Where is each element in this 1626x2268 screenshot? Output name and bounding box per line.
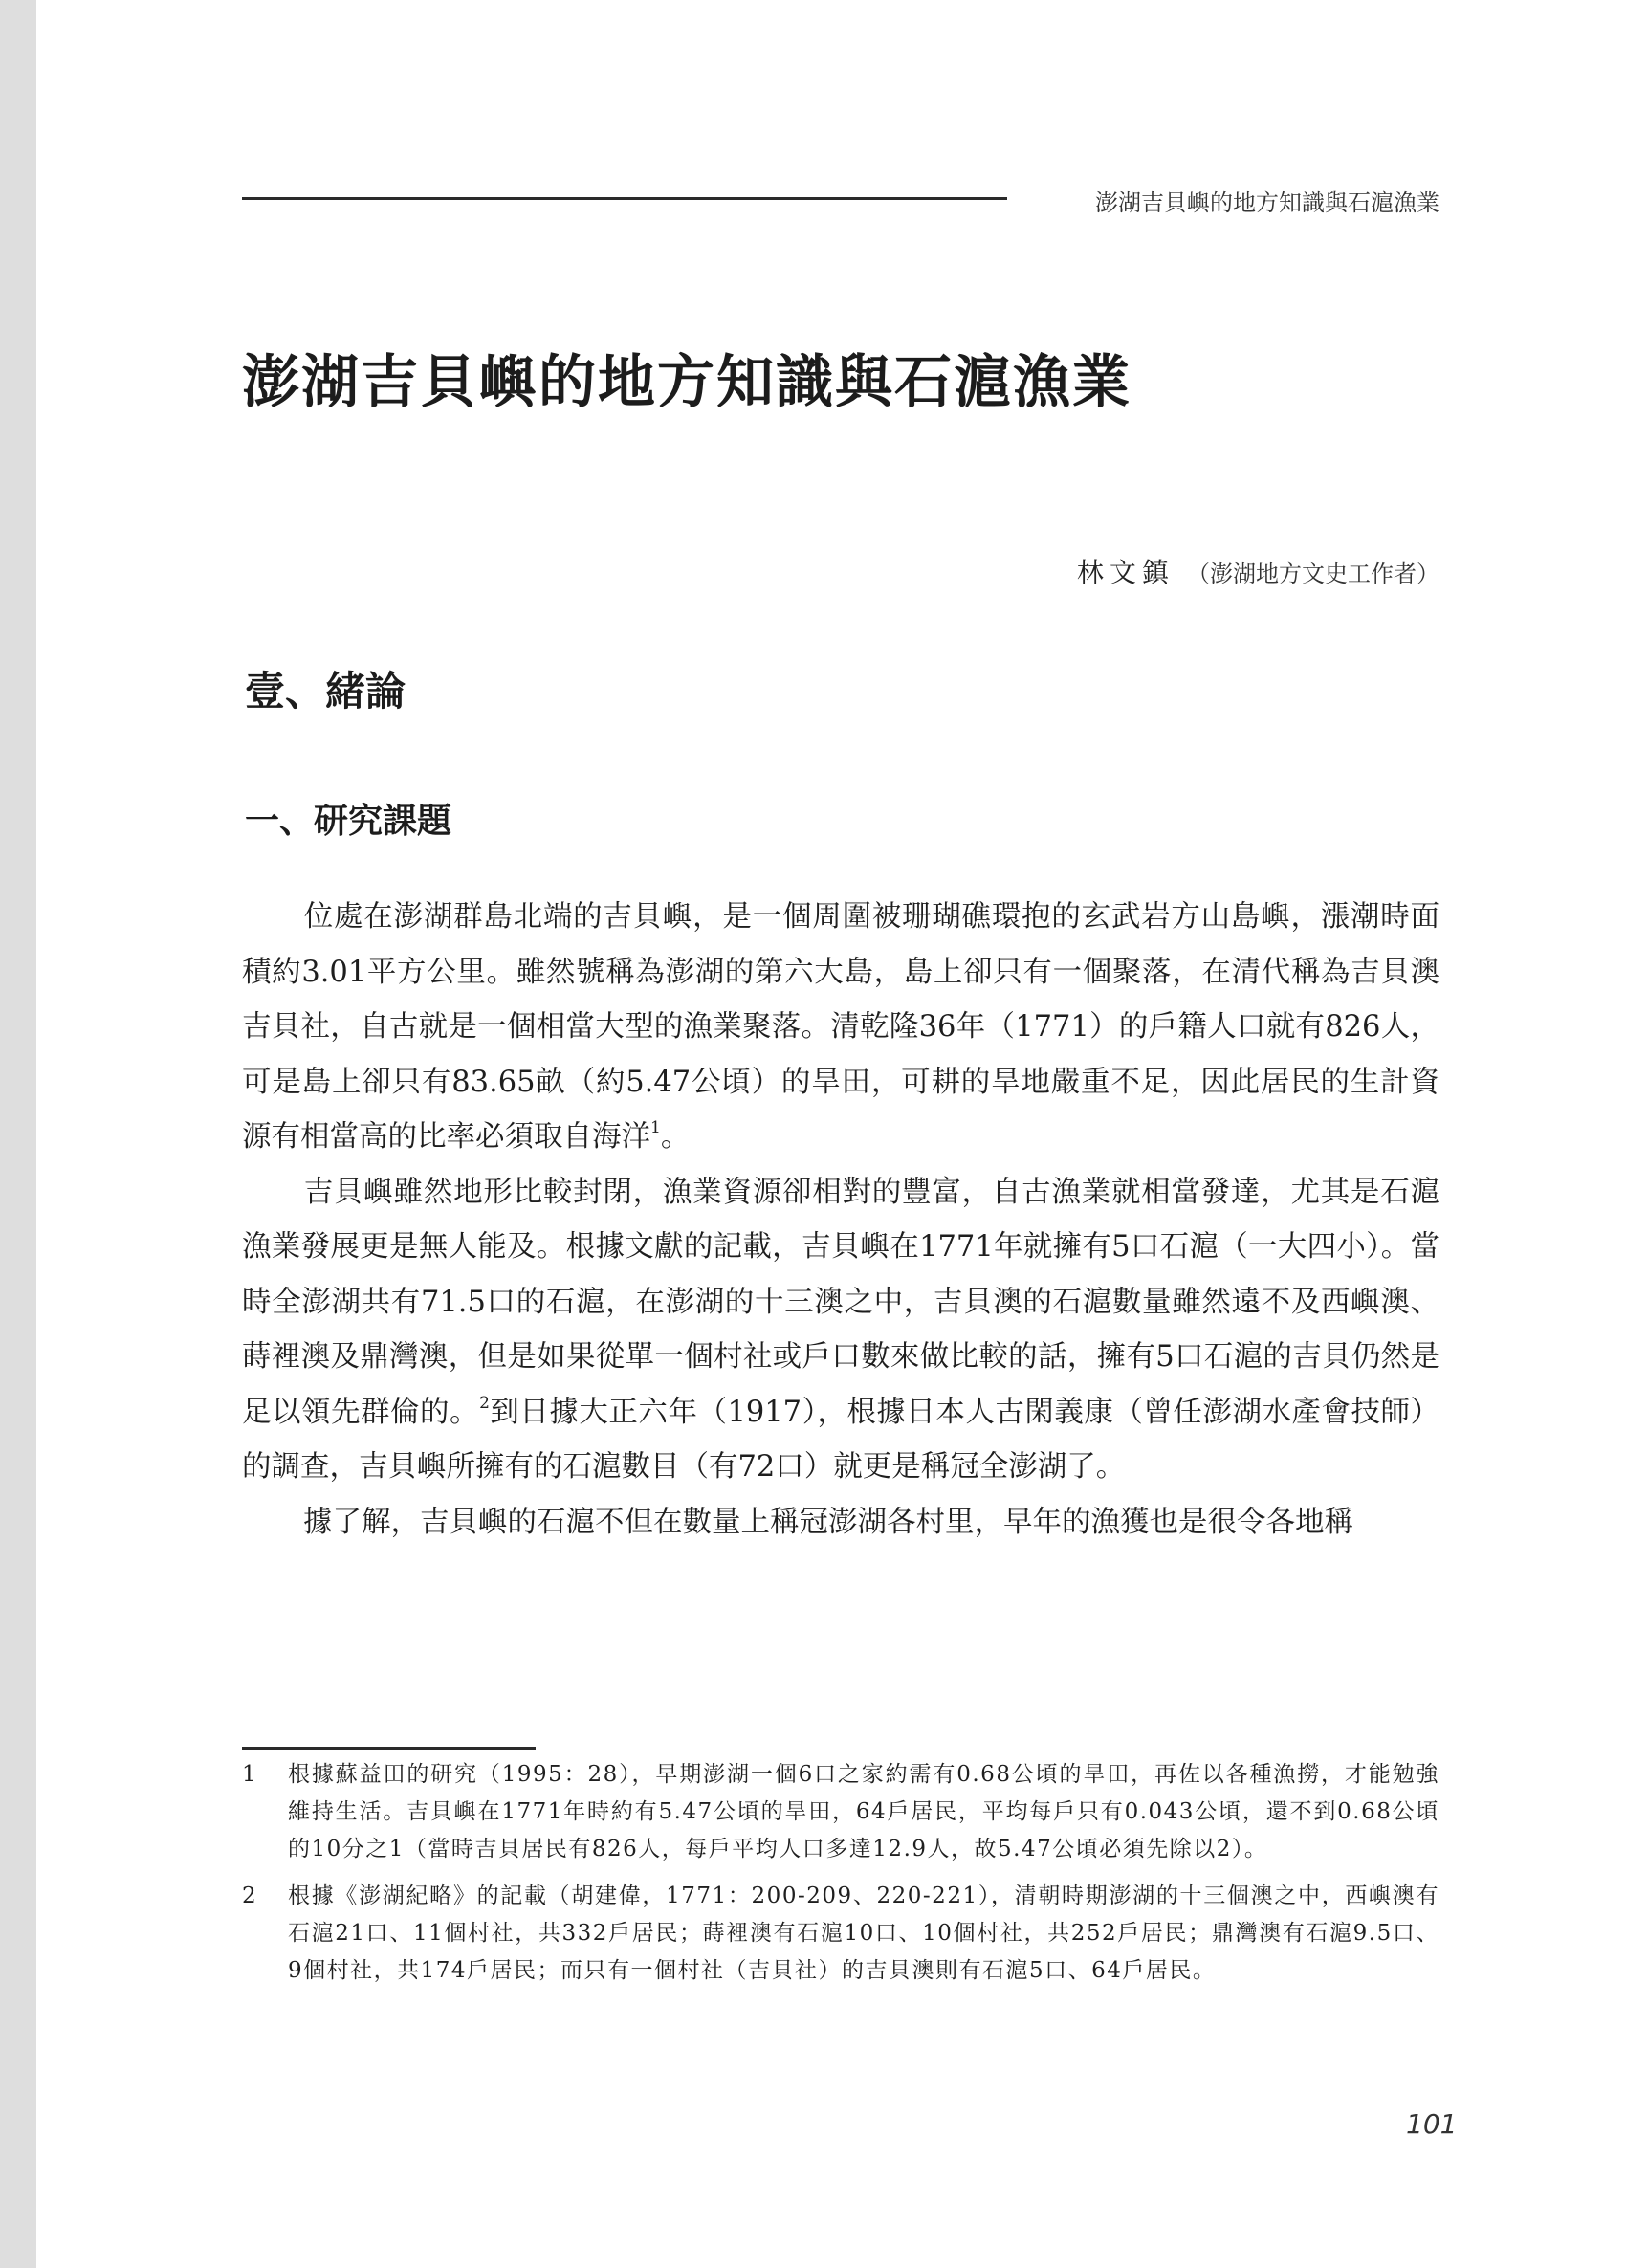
subsection-heading: 一、研究課題 bbox=[245, 802, 452, 841]
footnote-text: 根據《澎湖紀略》的記載（胡建偉，1771：200-209、220-221），清朝時期澎湖的十三個澳之中，西嶼澳有石滬21口、11個村社，共332戶居民；蒔裡澳有石滬10口、10個村社，共252戶居民；鼎灣澳有石滬9.5口、9個村社，共174戶居民；而只有一個村社（吉貝社）的吉貝澳則有石滬5口、64戶居民。 bbox=[288, 1883, 1439, 1983]
footnote-number: 2 bbox=[242, 1883, 256, 1908]
footnote-text: 根據蘇益田的研究（1995：28），早期澎湖一個6口之家約需有0.68公頃的旱田，再佐以各種漁撈，才能勉強維持生活。吉貝嶼在1771年時約有5.47公頃的旱田，64戶居民，平均每戶只有0.043公頃，還不到0.68公頃的10分之1（當時吉貝居民有826人，每戶平均人口多達12.9人，故5.47公頃必須先除以2）。 bbox=[288, 1762, 1439, 1861]
paragraph-text: 位處在澎湖群島北端的吉貝嶼，是一個周圍被珊瑚礁環抱的玄武岩方山島嶼，漲潮時面積約3.01平方公里。雖然號稱為澎湖的第六大島，島上卻只有一個聚落，在清代稱為吉貝澳吉貝社，自古就是一個相當大型的漁業聚落。清乾隆36年（1771）的戶籍人口就有826人，可是島上卻只有83.65畝（約5.47公頃）的旱田，可耕的旱地嚴重不足，因此居民的生計資源有相當高的比率必須取自海洋 bbox=[242, 900, 1439, 1154]
body-text bbox=[242, 890, 1439, 1550]
running-title: 澎湖吉貝嶼的地方知識與石滬漁業 bbox=[1095, 189, 1439, 216]
paragraph-text-tail: 。 bbox=[660, 1120, 691, 1154]
footnotes bbox=[242, 1756, 1439, 1999]
author-name: 林文鎮 bbox=[1076, 557, 1175, 588]
footnote bbox=[242, 1756, 1439, 1868]
page-number: 101 bbox=[1406, 2108, 1458, 2140]
paragraph bbox=[242, 1165, 1439, 1495]
running-header bbox=[242, 184, 1439, 216]
header-rule bbox=[242, 197, 1007, 200]
footnote-ref[interactable]: 1 bbox=[650, 1118, 661, 1137]
byline bbox=[1077, 552, 1439, 590]
page-margin-strip bbox=[0, 0, 36, 2268]
footnote-number: 1 bbox=[242, 1762, 256, 1787]
paragraph bbox=[242, 890, 1439, 1165]
paragraph-text-tail: 到日據大正六年（1917），根據日本人古閑義康（曾任澎湖水產會技師）的調查，吉貝嶼所擁有的石滬數目（有72口）就更是稱冠全澎湖了。 bbox=[242, 1395, 1439, 1484]
footnote-separator bbox=[242, 1747, 536, 1750]
footnote-ref[interactable]: 2 bbox=[479, 1393, 490, 1413]
author-affiliation: （澎湖地方文史工作者） bbox=[1187, 561, 1439, 587]
paragraph bbox=[242, 1495, 1439, 1551]
section-heading: 壹、緒論 bbox=[245, 668, 406, 715]
footnote bbox=[242, 1878, 1439, 1990]
paragraph-text: 吉貝嶼雖然地形比較封閉，漁業資源卻相對的豐富，自古漁業就相當發達，尤其是石滬漁業發展更是無人能及。根據文獻的記載，吉貝嶼在1771年就擁有5口石滬（一大四小）。當時全澎湖共有71.5口的石滬，在澎湖的十三澳之中，吉貝澳的石滬數量雖然遠不及西嶼澳、蒔裡澳及鼎灣澳，但是如果從單一個村社或戶口數來做比較的話，擁有5口石滬的吉貝仍然是足以領先群倫的。 bbox=[242, 1175, 1439, 1429]
article-title: 澎湖吉貝嶼的地方知識與石滬漁業 bbox=[242, 349, 1132, 416]
paragraph-text: 據了解，吉貝嶼的石滬不但在數量上稱冠澎湖各村里，早年的漁獲也是很令各地稱 bbox=[303, 1505, 1353, 1539]
